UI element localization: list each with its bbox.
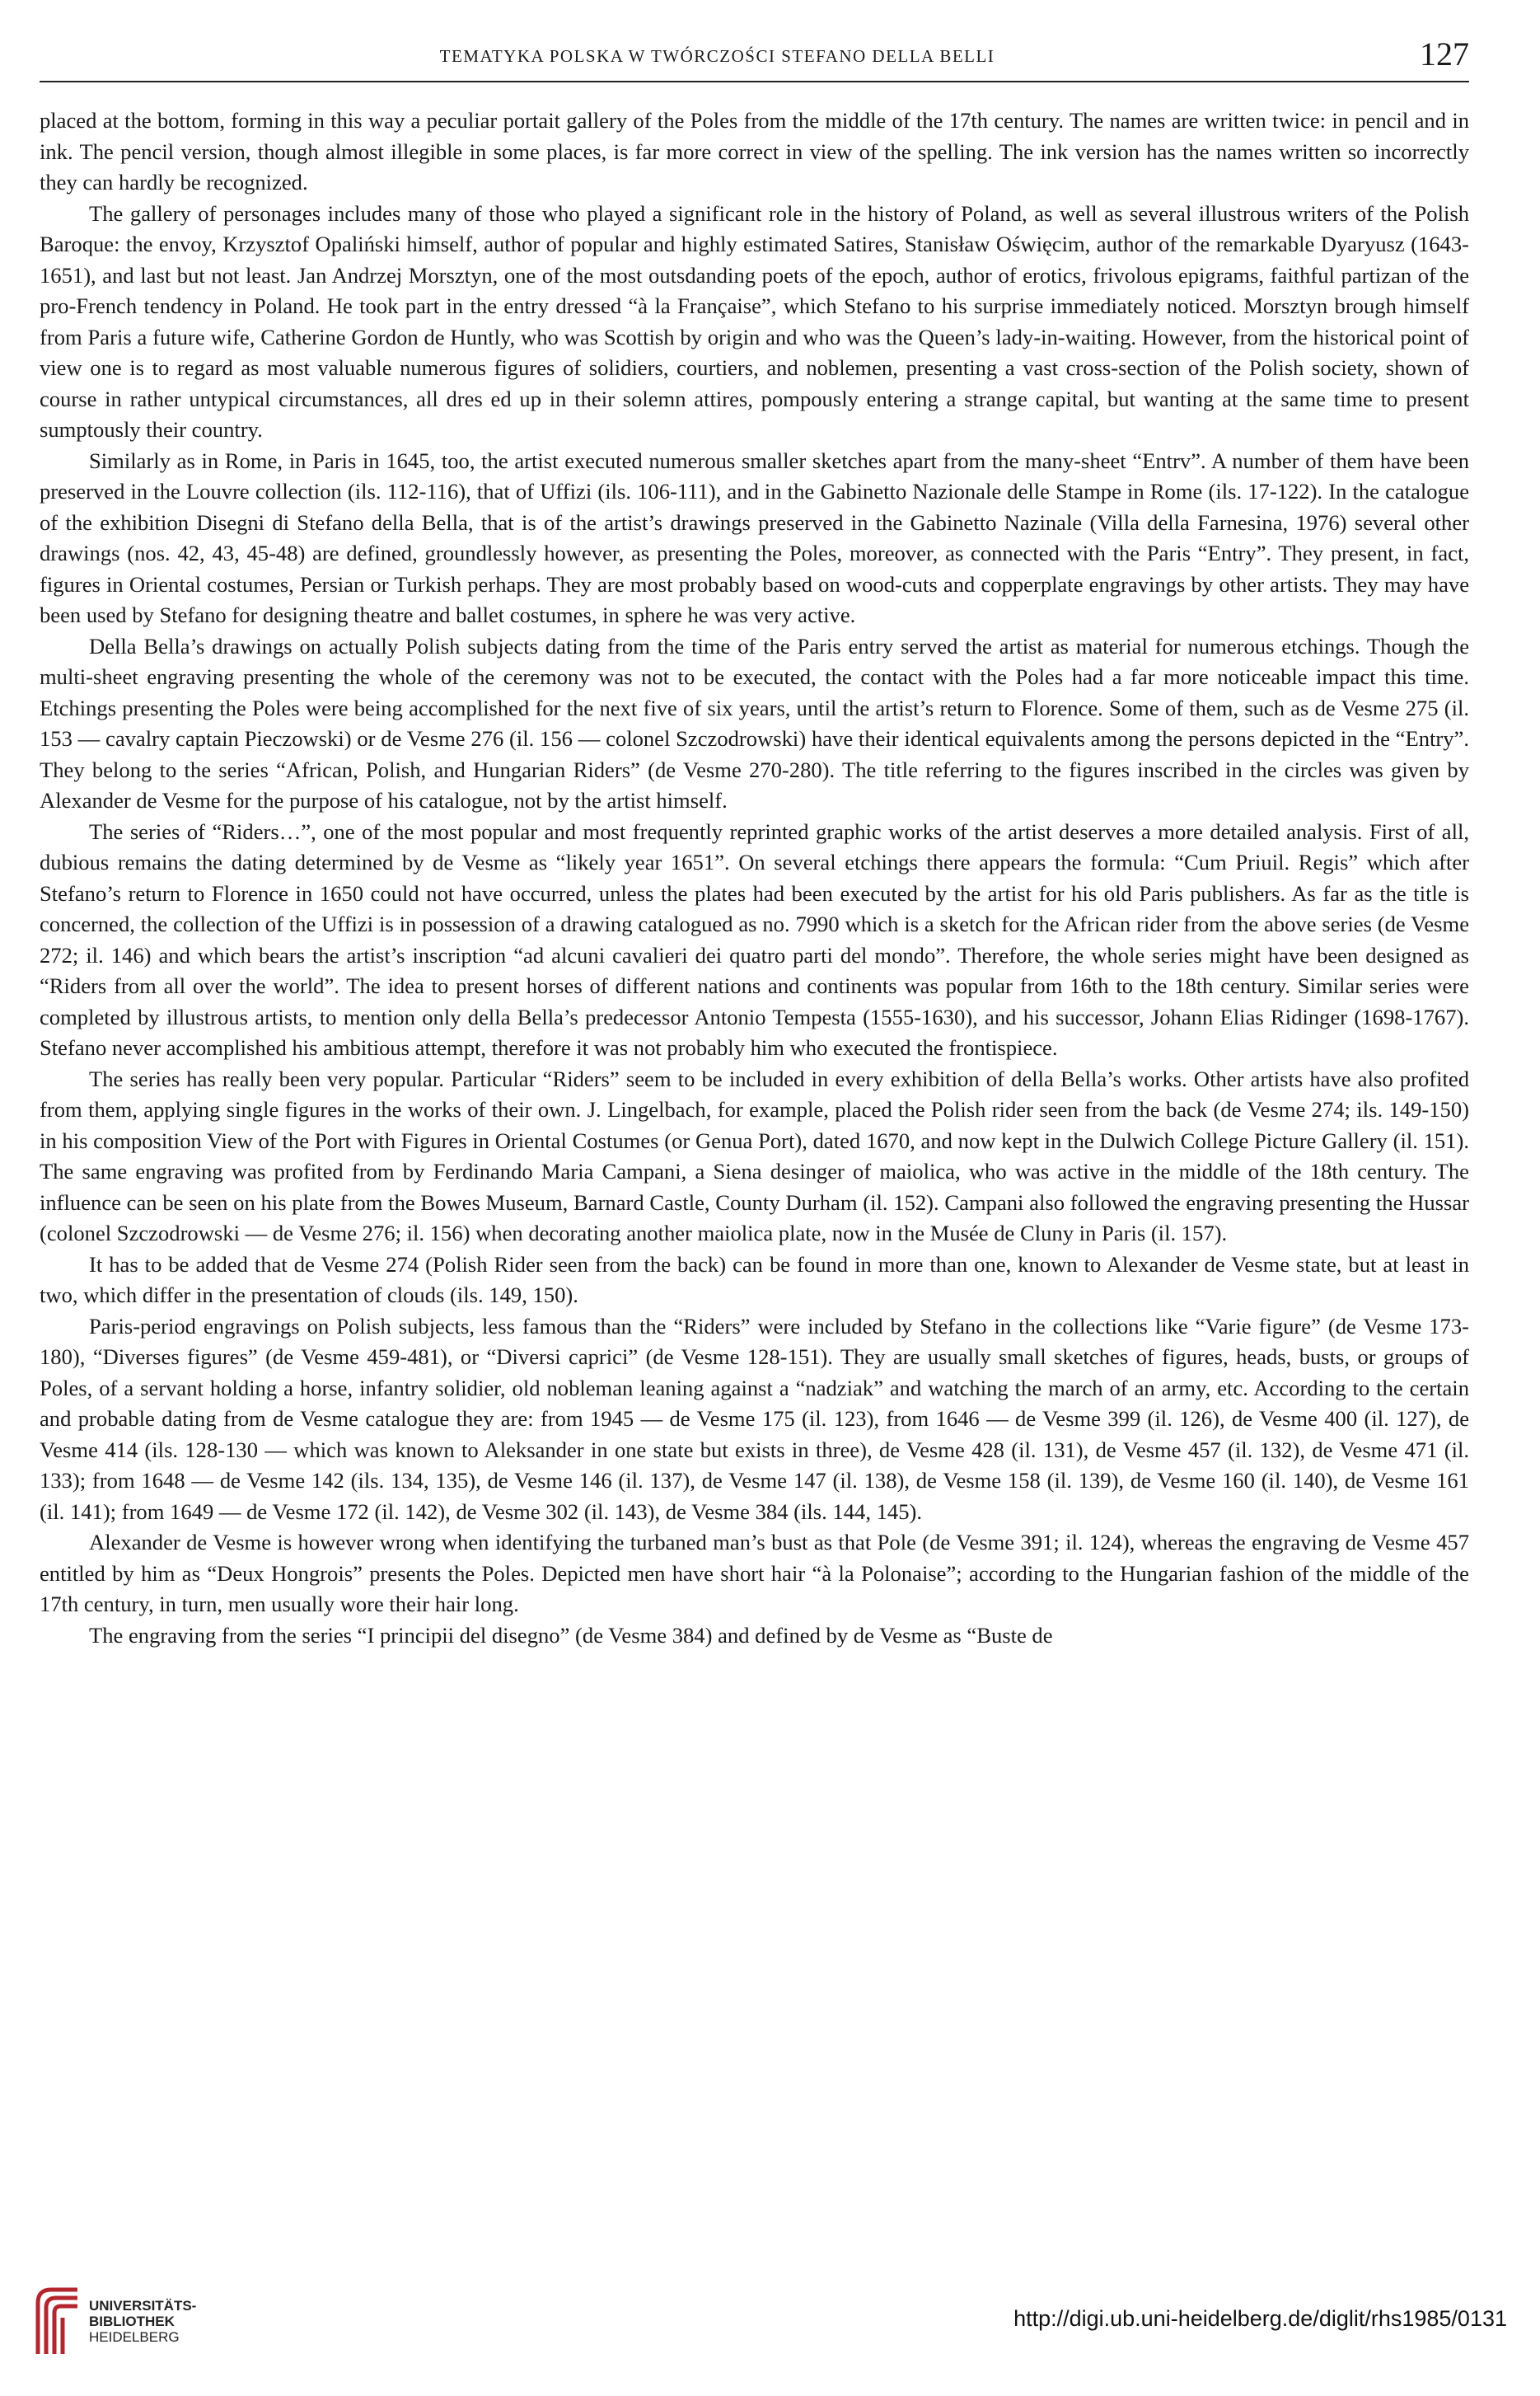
paragraph: The series of “Riders…”, one of the most popular and most frequently reprinted graphic works of the artist deserves a more detailed analysis. First of all, dubious remains the dating determined by de Vesme as “likely year 1651”. On several etchings there appears the formula: “Cum Priuil. Regis” which after Stefano’s return to Florence in 1650 could not have occurred, unless the plates had been executed by the artist for his old Paris publishers. As far as the title is concerned, the collection of the Uffizi is in possession of a drawing catalogued as no. 7990 which is a sketch for the African rider from the above series (de Vesme 272; il. 146) and which bears the artist’s inscription “ad alcuni cavalieri dei quatro parti del mondo”. Therefore, the whole series might have been designed as “Riders from all over the world”. The idea to present horses of different nations and continents was popular from 16th to the 18th century. Similar series were completed by illustrous artists, to mention only della Bella’s predecessor Antonio Tempesta (1555-1630), and his successor, Johann Elias Ridinger (1698-1767). Stefano never accomplished his ambitious attempt, therefore it was not probably him who executed the frontispiece. (40, 818, 1469, 1060)
library-logo (33, 2283, 313, 2357)
page-footer (33, 2283, 1507, 2357)
paragraph: Paris-period engravings on Polish subjects, less famous than the “Riders” were included by Stefano in the collections like “Varie figure” (de Vesme 173-180), “Diverses figures” (de Vesme 459-481), or “Diversi caprici” (de Vesme 128-151). They are usually small sketches of figures, heads, busts, or groups of Poles, of a servant holding a horse, infantry solidier, old nobleman leaning against a “nadziak” and watching the march of an army, etc. According to the certain and probable dating from de Vesme catalogue they are: from 1945 — de Vesme 175 (il. 123), from 1646 — de Vesme 399 (il. 126), de Vesme 400 (il. 127), de Vesme 414 (ils. 128-130 — which was known to Aleksander in one state but exists in three), de Vesme 428 (il. 131), de Vesme 457 (il. 132), de Vesme 471 (il. 133); from 1648 — de Vesme 142 (ils. 134, 135), de Vesme 146 (il. 137), de Vesme 147 (il. 138), de Vesme 158 (il. 139), de Vesme 160 (il. 140), de Vesme 161 (il. 141); from 1649 — de Vesme 172 (il. 142), de Vesme 302 (il. 143), de Vesme 384 (ils. 144, 145). (40, 1313, 1469, 1524)
paragraph: Alexander de Vesme is however wrong when identifying the turbaned man’s bust as that Pole (de Vesme 391; il. 124), whereas the engraving de Vesme 457 entitled by him as “Deux Hongrois” presents the Poles. Depicted men have short hair “à la Polonaise”; according to the Hungarian fashion of the middle of the 17th century, in turn, men usually wore their hair long. (40, 1530, 1469, 1616)
document-page (33, 33, 1507, 2363)
university-library-logo-icon (33, 2285, 81, 2356)
paragraph: The series has really been very popular. Particular “Riders” seem to be included in every exhibition of della Bella’s works. Other artists have also profited from them, applying single figures in the works of their own. J. Lingelbach, for example, placed the Polish rider seen from the back (de Vesme 274; ils. 149-150) in his composition View of the Port with Figures in Oriental Costumes (or Genua Port), dated 1670, and now kept in the Dulwich College Picture Gallery (il. 151). The same engraving was profited from by Ferdinando Maria Campani, a Siena desinger of maiolica, who was active in the middle of the 18th century. The influence can be seen on his plate from the Bowes Museum, Barnard Castle, County Durham (il. 152). Campani also followed the engraving presenting the Hussar (colonel Szczodrowski — de Vesme 276; il. 156) when decorating another maiolica plate, now in the Musée de Cluny in Paris (il. 157). (40, 1066, 1469, 1245)
paragraph: Della Bella’s drawings on actually Polish subjects dating from the time of the Paris entry served the artist as material for numerous etchings. Though the multi-sheet engraving presenting the whole of the ceremony was not to be executed, the contact with the Poles had a far more noticeable impact this time. Etchings presenting the Poles were being accomplished for the next five of six years, until the artist’s return to Florence. Some of them, such as de Vesme 275 (il. 153 — cavalry captain Pieczowski) or de Vesme 276 (il. 156 — colonel Szczodrowski) have their identical equivalents among the persons depicted in the “Entry”. They belong to the series “African, Polish, and Hungarian Riders” (de Vesme 270-280). The title referring to the figures inscribed in the circles was given by Alexander de Vesme for the purpose of his catalogue, not by the artist himself. (40, 633, 1469, 813)
paragraph: It has to be added that de Vesme 274 (Polish Rider seen from the back) can be found in more than one, known to Alexander de Vesme state, but at least in two, which differ in the presentation of clouds (ils. 149, 150). (40, 1251, 1469, 1307)
page-number: 127 (1420, 35, 1469, 73)
paragraph: The engraving from the series “I principii del disegno” (de Vesme 384) and defined by de Vesme as “Buste de (89, 1622, 1053, 1648)
paragraph: placed at the bottom, forming in this way a peculiar portait gallery of the Poles from the middle of the 17th century. The names are written twice: in pencil and in ink. The pencil version, though almost illegible in some places, is far more correct in view of the spelling. The ink version has the names written so incorrectly they can hardly be recognized. (40, 108, 1469, 195)
source-url-link[interactable]: http://digi.ub.uni-heidelberg.de/diglit/rhs1985/0131 (1013, 2306, 1507, 2331)
paragraph: Similarly as in Rome, in Paris in 1645, too, the artist executed numerous smaller sketches apart from the many-sheet “Entrv”. A number of them have been preserved in the Louvre collection (ils. 112-116), that of Uffizi (ils. 106-111), and in the Gabinetto Nazionale delle Stampe in Rome (ils. 17-122). In the catalogue of the exhibition Disegni di Stefano della Bella, that is of the artist’s drawings preserved in the Gabinetto Nazinale (Villa della Farnesina, 1976) several other drawings (nos. 42, 43, 45-48) are defined, groundlessly however, as presenting the Poles, moreover, as connected with the Paris “Entry”. They present, in fact, figures in Oriental costumes, Persian or Turkish perhaps. They are most probably based on wood-cuts and copperplate engravings by other artists. They may have been used by Stefano for designing theatre and ballet costumes, in sphere he was very active. (40, 448, 1469, 627)
page-header (40, 33, 1469, 82)
logo-line: HEIDELBERG (89, 2329, 180, 2345)
body-text (40, 105, 1469, 1651)
logo-line: BIBLIOTHEK (89, 2314, 175, 2329)
logo-line: UNIVERSITÄTS- (89, 2298, 197, 2314)
library-logo-text (89, 2298, 196, 2345)
paragraph: The gallery of personages includes many of those who played a significant role in the history of Poland, as well as several illustrous writers of the Polish Baroque: the envoy, Krzysztof Opaliński himself, author of popular and highly estimated Satires, Stanisław Oświęcim, author of the remarkable Dyaryusz (1643-1651), and last but not least. Jan Andrzej Morsztyn, one of the most outsdanding poets of the epoch, author of erotics, frivolous epigrams, faithful partizan of the pro-French tendency in Poland. He took part in the entry dressed “à la Française”, which Stefano to his surprise immediately noticed. Morsztyn brough himself from Paris a future wife, Catherine Gordon de Huntly, who was Scottish by origin and who was the Queen’s lady-in-waiting. However, from the historical point of view one is to regard as most valuable numerous figures of solidiers, courtiers, and noblemen, presenting a vast cross-section of the Polish society, shown of course in rather untypical circumstances, all dres ed up in their solemn attires, pompously entering a strange capital, but wanting at the same time to present sumptously their country. (40, 200, 1469, 442)
running-title: TEMATYKA POLSKA W TWÓRCZOŚCI STEFANO DELLA BELLI (439, 46, 995, 66)
